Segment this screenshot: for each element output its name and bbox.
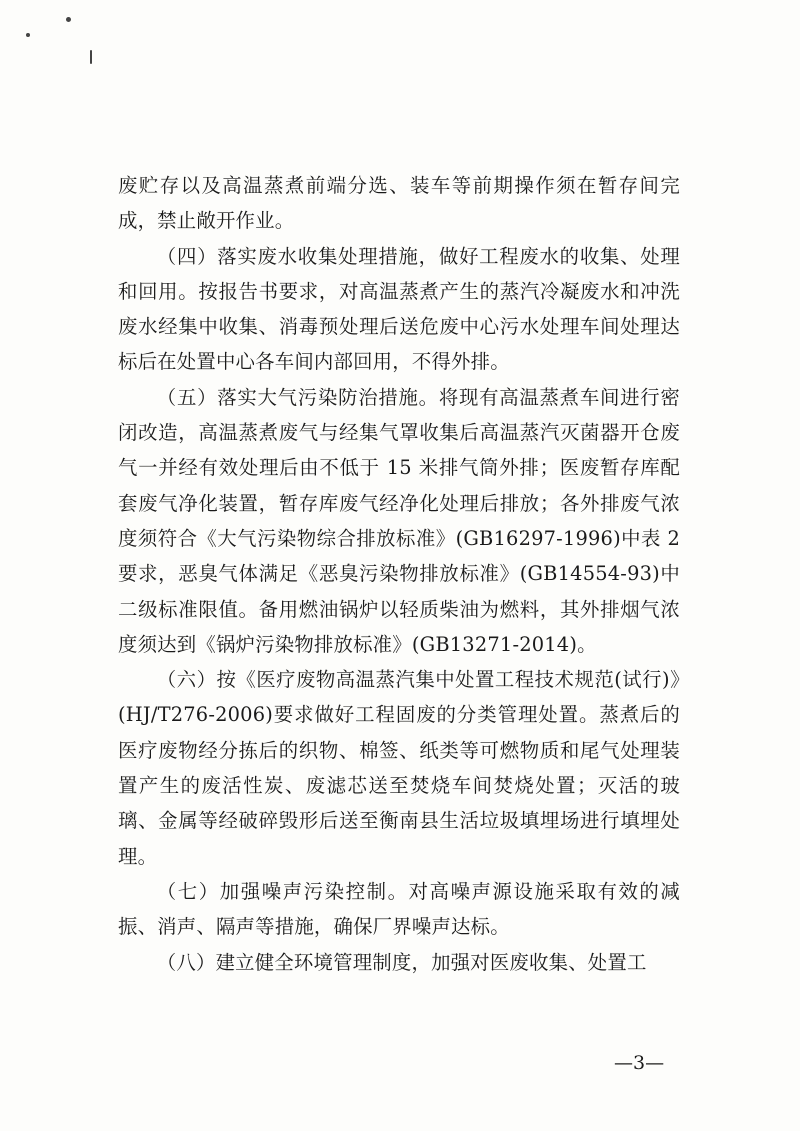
scan-speck bbox=[90, 50, 92, 64]
scan-speck bbox=[66, 17, 71, 22]
paragraph-continuation: 废贮存以及高温蒸煮前端分选、装车等前期操作须在暂存间完成，禁止敞开作业。 bbox=[118, 174, 680, 233]
paragraph-noise: （七）加强噪声污染控制。对高噪声源设施采取有效的减振、消声、隔声等措施，确保厂界噪声达标。 bbox=[118, 879, 680, 939]
paragraph-management: （八）建立健全环境管理制度，加强对医废收集、处置工 bbox=[156, 950, 647, 974]
scan-speck bbox=[26, 33, 30, 37]
body-text bbox=[118, 168, 680, 980]
paragraph-wastewater: （四）落实废水收集处理措施，做好工程废水的收集、处理和回用。按报告书要求，对高温蒸煮产生的蒸汽冷凝废水和冲洗废水经集中收集、消毒预处理后送危废中心污水处理车间处理达标后在处置中心各车间内部回用，不得外排。 bbox=[118, 244, 680, 374]
paragraph-air-pollution: （五）落实大气污染防治措施。将现有高温蒸煮车间进行密闭改造，高温蒸煮废气与经集气罩收集后高温蒸汽灭菌器开仓废气一并经有效处理后由不低于 15 米排气筒外排；医废暂存库配套废气净化装置，暂存库废气经净化处理后排放；各外排废气浓度须符合《大气污染物综合排放标准》(GB16297-1996)中表 2 要求，恶臭气体满足《恶臭污染物排放标准》(GB14554-93)中二级标准限值。备用燃油锅炉以轻质柴油为燃料，其外排烟气浓度须达到《锅炉污染物排放标准》(GB13271-2014)。 bbox=[118, 385, 680, 656]
page-number: —3— bbox=[614, 1052, 665, 1074]
paragraph-solid-waste: （六）按《医疗废物高温蒸汽集中处置工程技术规范(试行)》(HJ/T276-2006)要求做好工程固废的分类管理处置。蒸煮后的医疗废物经分拣后的织物、棉签、纸类等可燃物质和尾气处理装置产生的废活性炭、废滤芯送至焚烧车间焚烧处置；灭活的玻璃、金属等经破碎毁形后送至衡南县生活垃圾填埋场进行填埋处理。 bbox=[118, 668, 680, 868]
